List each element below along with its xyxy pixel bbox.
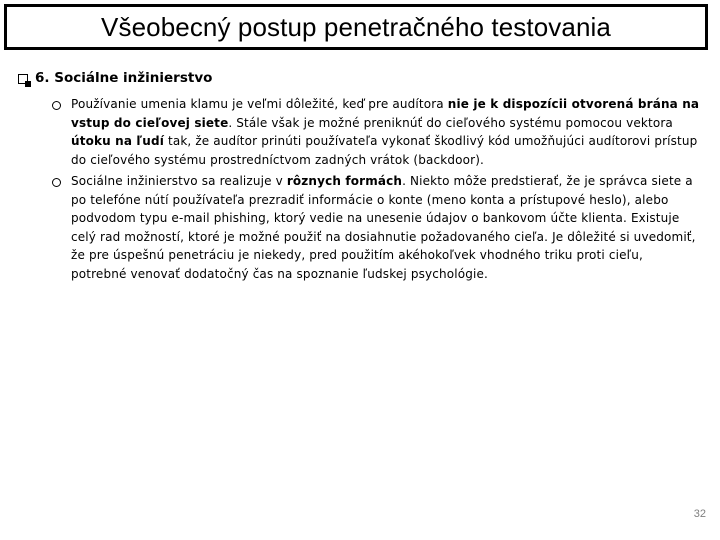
bullet-segment: tak, že audítor prinúti používateľa vykonať škodlivý kód umožňujúci audítorovi prístup do cieľového systému prostredníctvom zadných vrátok (backdoor). (71, 134, 698, 167)
bullet-segment: Sociálne inžinierstvo sa realizuje v (71, 174, 287, 188)
bullet-emphasis: nie je k dispozícii otvorená brána na vstup do cieľovej siete (71, 97, 700, 130)
section-heading: 6. Sociálne inžinierstvo (35, 70, 213, 86)
circle-bullet-icon (52, 178, 61, 187)
square-bullet-icon (18, 74, 28, 84)
bullet-segment: . Niekto môže predstierať, že je správca siete a po telefóne nútí používateľa prezradiť informácie o konte (meno konta a prístupové heslo), alebo podvodom typu e-mail phishing, ktorý vedie na unesenie údajov o bankovom účte klienta. Existuje celý rad možností, ktoré je možné použiť na dosiahnutie požadovaného cieľa. Je dôležité si uvedomiť, že pre úspešnú penetráciu je niekedy, pred použitím akéhokoľvek vhodného triku proti cieľu, potrebné venovať dodatočný čas na spoznanie ľudskej psychológie. (71, 174, 696, 281)
slide-title-box (4, 4, 708, 50)
bullet-item (52, 95, 702, 169)
page-number: 32 (693, 508, 706, 520)
bullet-emphasis: rôznych formách (286, 174, 403, 188)
bullet-segment: . Stále však je možné preniknúť do cieľového systému pomocou vektora (228, 115, 673, 130)
bullet-text (71, 95, 701, 169)
bullet-emphasis: útoku na ľudí (71, 134, 164, 148)
bullet-segment: Používanie umenia klamu je veľmi dôležité, keď pre audítora (71, 97, 448, 111)
bullet-list (52, 95, 702, 286)
bullet-item (52, 172, 702, 283)
section-header (18, 70, 708, 86)
bullet-text (71, 172, 701, 283)
slide-title: Všeobecný postup penetračného testovania (101, 11, 611, 42)
circle-bullet-icon (52, 101, 61, 110)
